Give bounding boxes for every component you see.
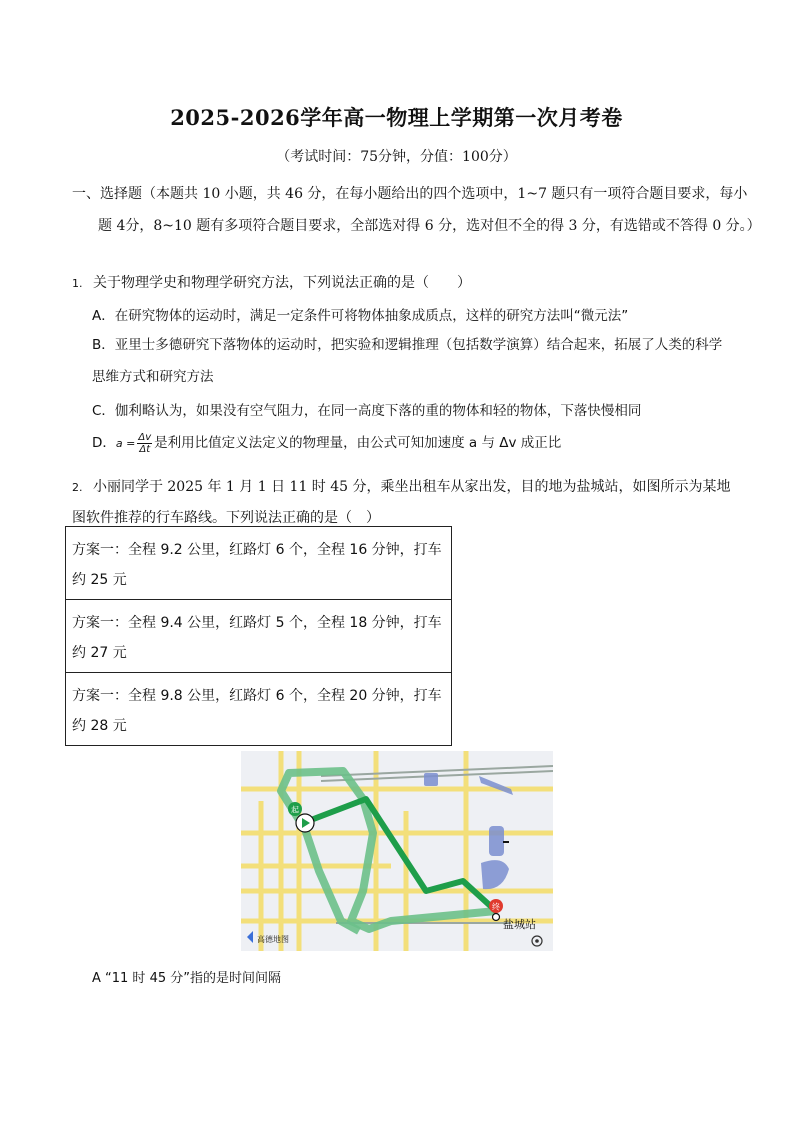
route-map [241, 751, 553, 951]
route-plan-cell: 方案一：全程 9.8 公里，红路灯 6 个，全程 20 分钟，打车约 28 元 [66, 673, 452, 746]
q1-option-c: C．伽利略认为，如果没有空气阻力，在同一高度下落的重的物体和轻的物体，下落快慢相同 [92, 403, 642, 419]
route-map-graphic [241, 751, 553, 951]
q1-option-b-text: B．亚里士多德研究下落物体的运动时，把实验和逻辑推理（包括数学演算）结合起来，拓展了人类的科学思维方式和研究方法 [92, 337, 723, 385]
table-row [66, 600, 452, 673]
q1-option-d [92, 429, 732, 458]
map-brand: 高德地图 [257, 935, 289, 944]
end-label: 终 [492, 902, 500, 912]
section-heading: 一、选择题（本题共 10 小题，共 46 分，在每小题给出的四个选项中，1~7 题只有一项符合题目要求，每小题 4分，8~10 题有多项符合题目要求，全部选对得 6 分，选对但不全的得 3 分，有选错或不答得 0 分。） [72, 186, 761, 234]
question-text: 小丽同学于 2025 年 1 月 1 日 11 时 45 分，乘坐出租车从家出发，目的地为盐城站，如图所示为某地图软件推荐的行车路线。下列说法正确的是（ ） [72, 479, 731, 526]
exam-subtitle: （考试时间：75分钟，分值：100分） [276, 149, 517, 165]
q1-option-b [92, 329, 732, 393]
table-row [66, 527, 452, 600]
question-1-stem [72, 272, 471, 292]
route-plans-table [65, 526, 452, 746]
map-logo-icon [247, 931, 253, 943]
q2-option-a: A “11 时 45 分”指的是时间间隔 [92, 971, 281, 986]
locate-icon[interactable] [532, 936, 542, 946]
question-2-stem [72, 472, 732, 534]
start-label: 起 [291, 805, 299, 815]
question-text: 关于物理学史和物理学研究方法，下列说法正确的是（ ） [92, 275, 471, 291]
q1-option-a: A．在研究物体的运动时，满足一定条件可将物体抽象成质点，这样的研究方法叫“微元法” [92, 308, 629, 324]
table-row [66, 673, 452, 746]
route-plan-cell: 方案一：全程 9.2 公里，红路灯 6 个，全程 16 分钟，打车约 25 元 [66, 527, 452, 600]
route-plan-cell: 方案一：全程 9.4 公里，红路灯 5 个，全程 18 分钟，打车约 27 元 [66, 600, 452, 673]
question-number: 1. [72, 277, 83, 290]
question-number: 2. [72, 481, 83, 494]
station-label: 盐城站 [503, 918, 536, 931]
q1-option-d-text: 是利用比值定义法定义的物理量，由公式可知加速度 a 与 Δv 成正比 [154, 435, 562, 451]
exam-title: 2025-2026学年高一物理上学期第一次月考卷 [170, 105, 623, 130]
q1-option-d-label: D． [92, 435, 116, 451]
acceleration-formula: a = $\frac{\Delta v}{\Delta t}$ [115, 431, 152, 455]
